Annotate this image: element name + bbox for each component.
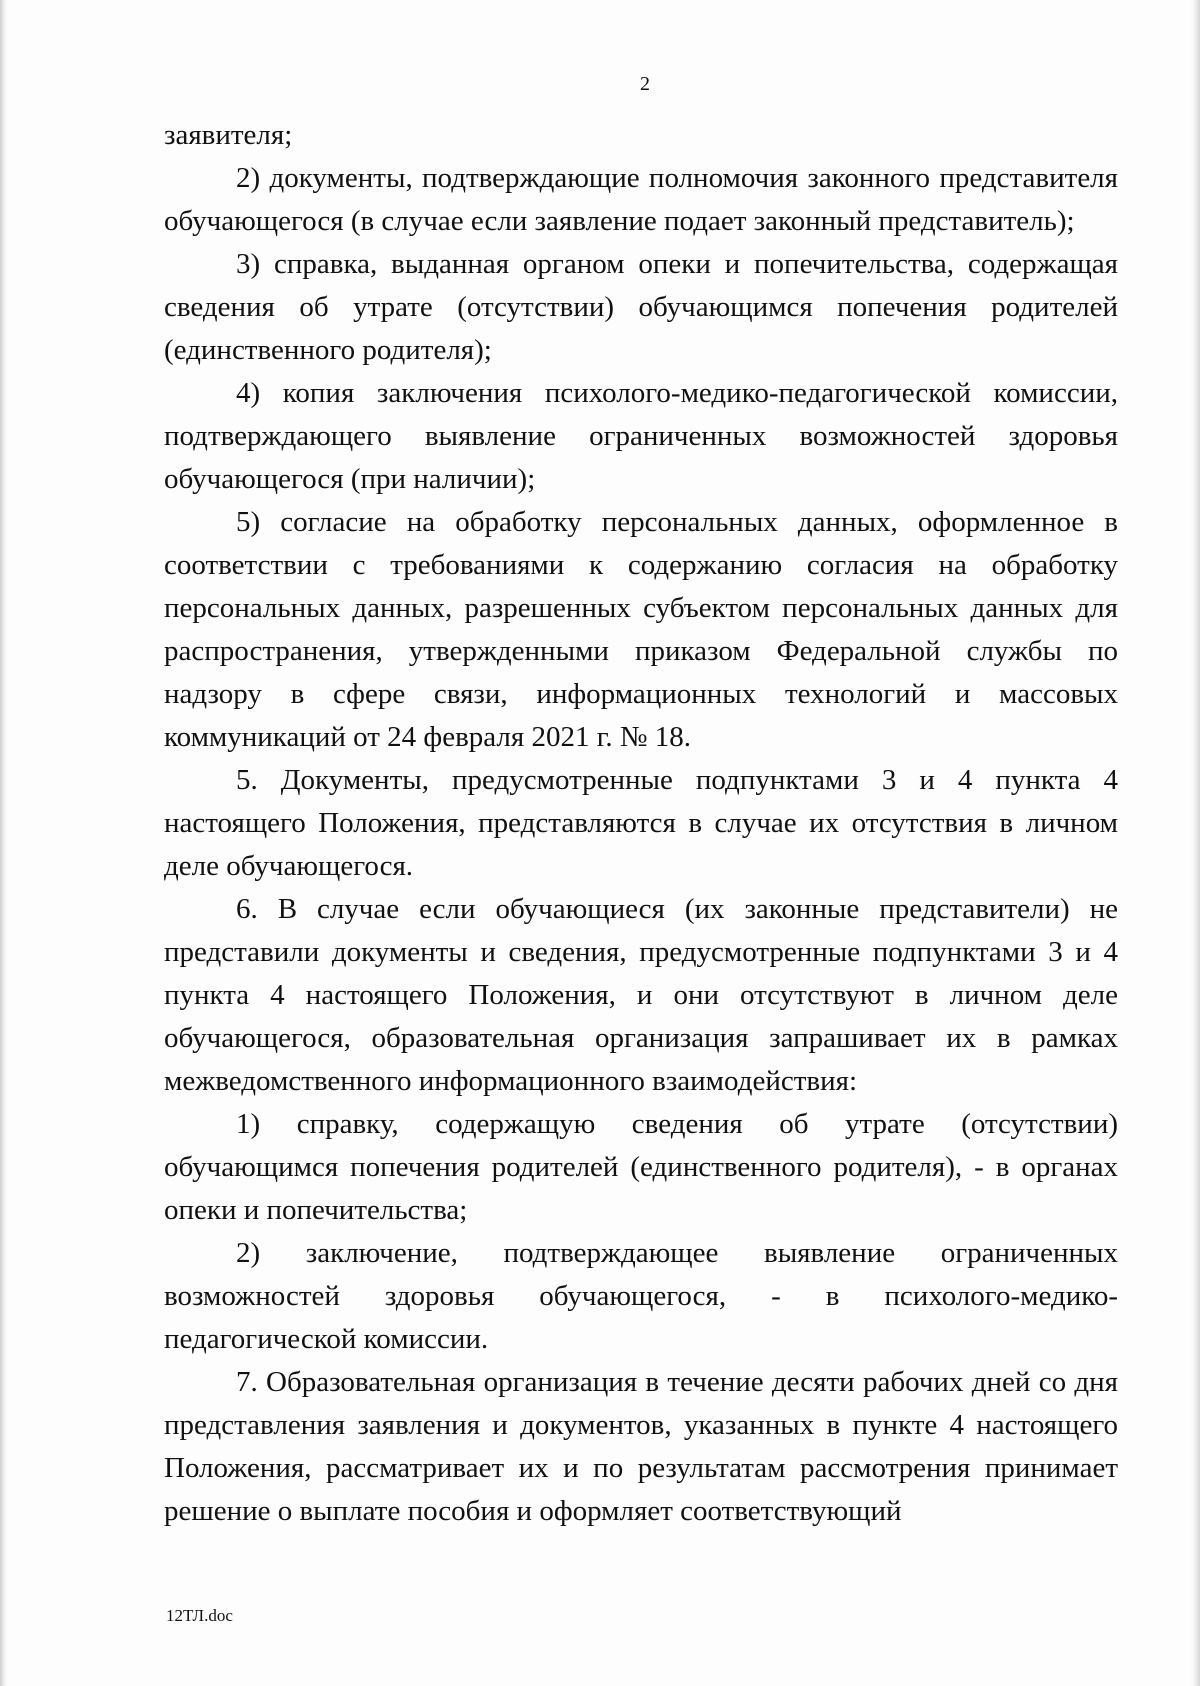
paragraph-item-2: 2) документы, подтверждающие полномочия законного представителя обучающегося (в случае если заявление подает законный представитель); <box>164 162 1118 237</box>
paragraph-clause-6-item-2: 2) заключение, подтверждающее выявление ограниченных возможностей здоровья обучающегося, - в психолого-медико-педагогической комиссии. <box>164 1237 1118 1355</box>
document-body <box>164 114 1118 1533</box>
paragraph-item-5: 5) согласие на обработку персональных данных, оформленное в соответствии с требованиями к содержанию согласия на обработку персональных данных, разрешенных субъектом персональных данных для распространения, утвержденными приказом Федеральной службы по надзору в сфере связи, информационных технологий и массовых коммуникаций от 24 февраля 2021 г. № 18. <box>164 506 1118 753</box>
paragraph-clause-6-item-1: 1) справку, содержащую сведения об утрате (отсутствии) обучающимся попечения родителей (единственного родителя), - в органах опеки и попечительства; <box>164 1108 1118 1226</box>
scan-left-edge <box>0 0 8 1686</box>
paragraph-clause-6: 6. В случае если обучающиеся (их законные представители) не представили документы и сведения, предусмотренные подпунктами 3 и 4 пункта 4 настоящего Положения, и они отсутствуют в личном деле обучающегося, образовательная организация запрашивает их в рамках межведомственного информационного взаимодействия: <box>164 893 1118 1097</box>
file-name-footer: 12ТЛ.doc <box>166 1606 233 1625</box>
scan-right-edge <box>1190 0 1200 1686</box>
paragraph-clause-5: 5. Документы, предусмотренные подпунктами 3 и 4 пункта 4 настоящего Положения, представляются в случае их отсутствия в личном деле обучающегося. <box>164 764 1118 882</box>
paragraph-item-4: 4) копия заключения психолого-медико-педагогической комиссии, подтверждающего выявление ограниченных возможностей здоровья обучающегося (при наличии); <box>164 377 1118 495</box>
page-number: 2 <box>640 73 650 95</box>
paragraph-continuation: заявителя; <box>164 119 293 151</box>
paragraph-item-3: 3) справка, выданная органом опеки и попечительства, содержащая сведения об утрате (отсутствии) обучающимся попечения родителей (единственного родителя); <box>164 248 1118 366</box>
paragraph-clause-7: 7. Образовательная организация в течение десяти рабочих дней со дня представления заявления и документов, указанных в пункте 4 настоящего Положения, рассматривает их и по результатам рассмотрения принимает решение о выплате пособия и оформляет соответствующий <box>164 1366 1118 1527</box>
